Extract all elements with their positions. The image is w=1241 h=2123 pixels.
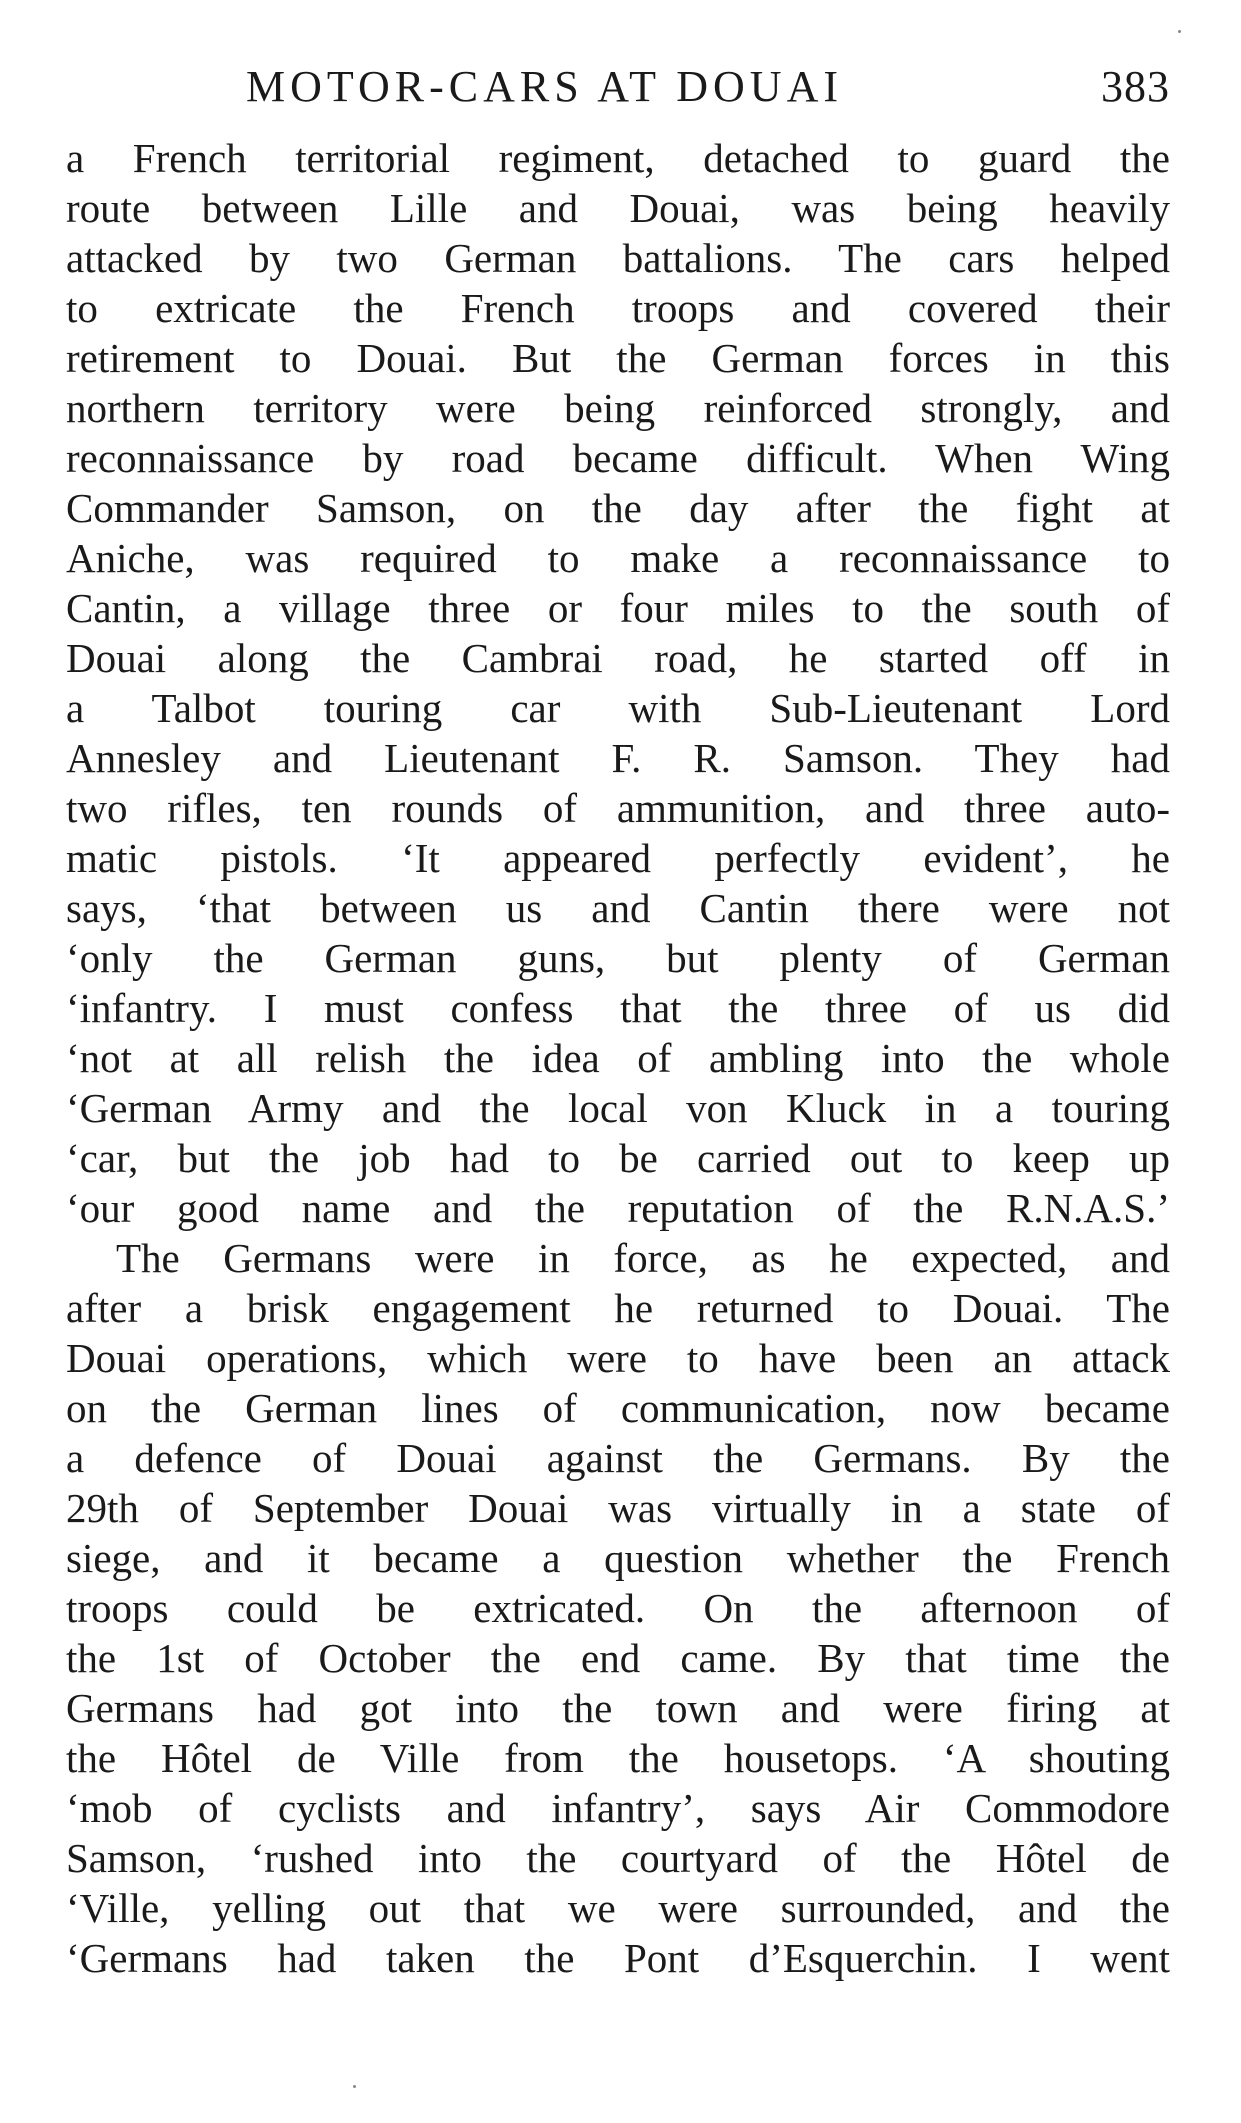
running-title: MOTOR-CARS AT DOUAI — [246, 62, 844, 111]
text-line: ‘German Army and the local von Kluck in a touring — [66, 1085, 1170, 1131]
text-line: Aniche, was required to make a reconnaissance to — [66, 535, 1170, 581]
running-head — [66, 56, 1170, 118]
text-line: Germans had got into the town and were firing at — [66, 1685, 1170, 1731]
text-line: siege, and it became a question whether the French — [66, 1535, 1170, 1581]
text-line: ‘car, but the job had to be carried out to keep up — [66, 1135, 1170, 1181]
text-line: ‘Ville, yelling out that we were surrounded, and the — [66, 1885, 1170, 1931]
paper-speck — [353, 2085, 356, 2088]
body-text — [66, 133, 1170, 1983]
text-line: 29th of September Douai was virtually in a state of — [66, 1485, 1170, 1531]
text-line: ‘not at all relish the idea of ambling into the whole — [66, 1035, 1170, 1081]
paragraph-2 — [66, 1233, 1170, 1983]
text-line: ‘Germans had taken the Pont d’Esquerchin. I went — [66, 1935, 1170, 1981]
text-line: to extricate the French troops and covered their — [66, 285, 1170, 331]
text-line: a French territorial regiment, detached to guard the — [66, 135, 1170, 181]
text-line: ‘infantry. I must confess that the three of us did — [66, 985, 1170, 1031]
text-line: northern territory were being reinforced strongly, and — [66, 385, 1170, 431]
text-line: a defence of Douai against the Germans. By the — [66, 1435, 1170, 1481]
page-number: 383 — [1101, 62, 1170, 111]
text-line: Commander Samson, on the day after the fight at — [66, 485, 1170, 531]
paper-speck — [1178, 30, 1181, 33]
text-line: two rifles, ten rounds of ammunition, and three auto- — [66, 785, 1170, 831]
text-line: a Talbot touring car with Sub-Lieutenant Lord — [66, 685, 1170, 731]
text-line: retirement to Douai. But the German forces in this — [66, 335, 1170, 381]
text-line: ‘our good name and the reputation of the R.N.A.S.’ — [66, 1185, 1170, 1231]
text-line: the Hôtel de Ville from the housetops. ‘A shouting — [66, 1735, 1170, 1781]
text-line: route between Lille and Douai, was being heavily — [66, 185, 1170, 231]
text-line: attacked by two German battalions. The cars helped — [66, 235, 1170, 281]
text-line: says, ‘that between us and Cantin there were not — [66, 885, 1170, 931]
text-line: on the German lines of communication, now became — [66, 1385, 1170, 1431]
text-line: Cantin, a village three or four miles to the south of — [66, 585, 1170, 631]
text-line: troops could be extricated. On the afternoon of — [66, 1585, 1170, 1631]
text-line: Samson, ‘rushed into the courtyard of the Hôtel de — [66, 1835, 1170, 1881]
paragraph-1 — [66, 133, 1170, 1233]
text-line: ‘only the German guns, but plenty of German — [66, 935, 1170, 981]
text-line: reconnaissance by road became difficult. When Wing — [66, 435, 1170, 481]
text-line: Annesley and Lieutenant F. R. Samson. They had — [66, 735, 1170, 781]
text-line: Douai operations, which were to have been an attack — [66, 1335, 1170, 1381]
text-line: after a brisk engagement he returned to Douai. The — [66, 1285, 1170, 1331]
text-line: ‘mob of cyclists and infantry’, says Air Commodore — [66, 1785, 1170, 1831]
text-line: the 1st of October the end came. By that time the — [66, 1635, 1170, 1681]
text-line: Douai along the Cambrai road, he started off in — [66, 635, 1170, 681]
text-line: The Germans were in force, as he expected, and — [116, 1235, 1170, 1281]
text-line: matic pistols. ‘It appeared perfectly evident’, he — [66, 835, 1170, 881]
